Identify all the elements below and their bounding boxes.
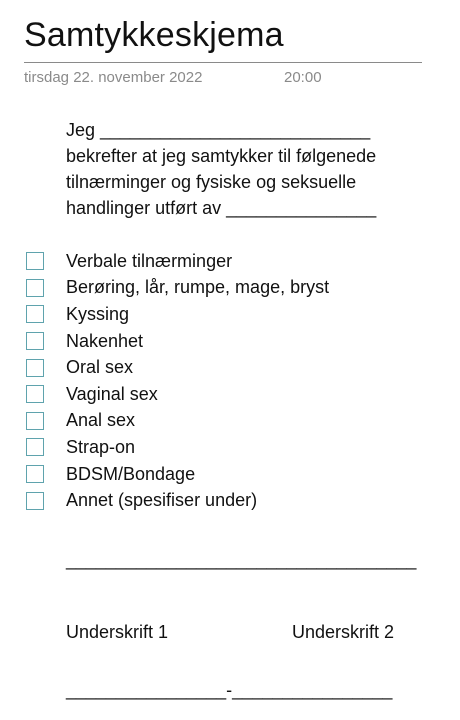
checkbox[interactable] <box>26 305 44 323</box>
signature-2-label: Underskrift 2 <box>292 622 395 642</box>
signature-lines[interactable]: ________________-________________ <box>66 680 393 700</box>
list-item <box>26 434 329 461</box>
checkbox-label: Nakenhet <box>66 330 144 351</box>
checkbox-label: Vaginal sex <box>66 383 158 404</box>
list-item <box>26 461 329 488</box>
checkbox-label: Kyssing <box>66 303 130 324</box>
date-stamp: tirsdag 22. november 2022 <box>24 69 203 86</box>
checkbox-label: Annet (spesifiser under) <box>66 490 258 511</box>
checkbox[interactable] <box>26 438 44 456</box>
checkbox[interactable] <box>26 412 44 430</box>
checkbox[interactable] <box>26 252 44 270</box>
other-specify-line[interactable]: ___________________________________ <box>66 550 417 570</box>
list-item <box>26 408 329 435</box>
checkbox[interactable] <box>26 385 44 403</box>
list-item <box>26 275 329 302</box>
list-item <box>26 354 329 381</box>
checkbox-label: Strap-on <box>66 436 136 457</box>
checkbox-label: BDSM/Bondage <box>66 463 196 484</box>
list-item <box>26 301 329 328</box>
title-underline <box>24 62 422 63</box>
checkbox[interactable] <box>26 332 44 350</box>
checkbox-label: Anal sex <box>66 410 136 431</box>
checkbox[interactable] <box>26 492 44 510</box>
checkbox-label: Oral sex <box>66 357 134 378</box>
consent-statement <box>66 117 436 221</box>
statement-line-partner[interactable]: handlinger utført av _______________ <box>66 198 377 218</box>
consent-checklist <box>26 248 329 514</box>
list-item <box>26 487 329 514</box>
statement-line-2: bekrefter at jeg samtykker til følgenede <box>66 146 377 166</box>
signature-1-label: Underskrift 1 <box>66 622 169 642</box>
list-item <box>26 381 329 408</box>
checkbox-label: Berøring, lår, rumpe, mage, bryst <box>66 277 330 298</box>
checkbox[interactable] <box>26 359 44 377</box>
statement-line-name[interactable]: Jeg ___________________________ <box>66 120 371 140</box>
list-item <box>26 328 329 355</box>
checkbox[interactable] <box>26 279 44 297</box>
statement-line-3: tilnærminger og fysiske og seksuelle <box>66 172 357 192</box>
checkbox-label: Verbale tilnærminger <box>66 250 233 271</box>
page-title: Samtykkeskjema <box>24 16 284 54</box>
list-item <box>26 248 329 275</box>
checkbox[interactable] <box>26 465 44 483</box>
time-stamp: 20:00 <box>284 69 322 86</box>
